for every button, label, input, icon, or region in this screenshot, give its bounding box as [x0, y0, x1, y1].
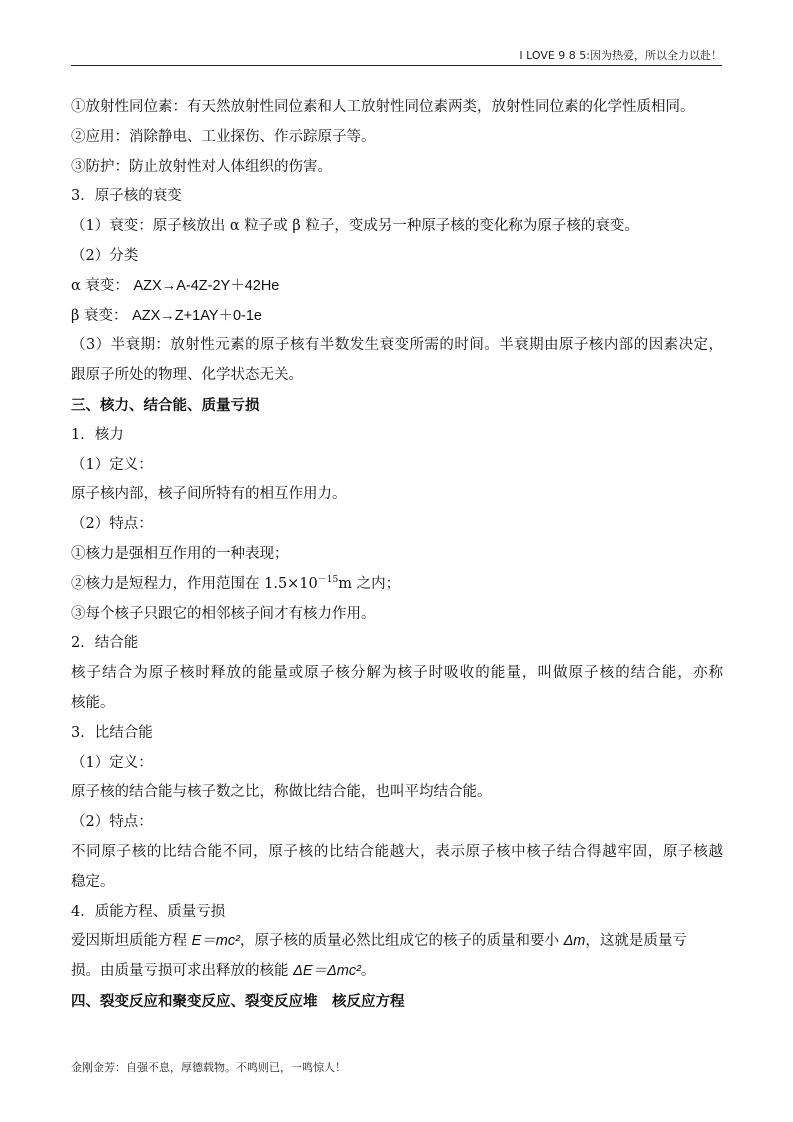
section-heading: 3．原子核的衰变 — [71, 188, 182, 205]
mass-energy-formula: E＝mc² — [191, 933, 240, 950]
text-line: 核子结合为原子核时释放的能量或原子核分解为核子时吸收的能量，叫做原子核的结合能，亦称 — [71, 665, 723, 682]
range-text-pre: ②核力是短程力，作用范围在 1.5×10 — [71, 575, 318, 592]
range-text-post: m 之内； — [338, 575, 401, 592]
mass-defect-symbol: Δm — [563, 933, 586, 950]
text-line: （2）特点： — [71, 814, 153, 831]
page-header — [71, 44, 722, 66]
text-line: （2）分类 — [71, 247, 139, 264]
page-footer: 金刚金芳：自强不息，厚德载物。不鸣则已，一鸣惊人！ — [71, 1061, 346, 1074]
beta-decay-formula: AZX→Z+1AY＋0-1e — [132, 307, 262, 324]
text-line: （1）定义： — [71, 754, 153, 771]
section-title: 三、核力、结合能、质量亏损 — [71, 396, 260, 414]
text-line: ③防护：防止放射性对人体组织的伤害。 — [71, 158, 332, 175]
beta-decay-equation — [71, 302, 723, 332]
alpha-decay-equation — [71, 272, 723, 302]
mass-energy-pre: 爱因斯坦质能方程 — [71, 933, 192, 950]
text-line: ①放射性同位素：有天然放射性同位素和人工放射性同位素两类，放射性同位素的化学性质相同。 — [71, 99, 695, 115]
nuclear-energy-formula: ΔE＝Δmc² — [293, 963, 361, 980]
alpha-decay-formula: AZX→A-4Z-2Y＋42He — [133, 277, 280, 294]
section-heading: 3．比结合能 — [71, 724, 153, 741]
section-title: 四、裂变反应和聚变反应、裂变反应堆 核反应方程 — [71, 992, 405, 1010]
nuclear-force-range-line — [71, 570, 723, 600]
mass-energy-line — [71, 927, 723, 957]
nuclear-energy-pre: 损。由质量亏损可求出释放的核能 — [71, 963, 294, 980]
text-line: （1）定义： — [71, 456, 153, 473]
header-motto: I LOVE 9 8 5:因为热爱，所以全力以赴！ — [519, 49, 722, 62]
beta-decay-label: β 衰变： — [71, 307, 128, 324]
section-heading: 1．核力 — [71, 426, 124, 443]
mass-energy-mid: ，原子核的质量必然比组成它的核子的质量和要小 — [239, 933, 564, 950]
document-body — [71, 93, 723, 1017]
text-line: （3）半衰期：放射性元素的原子核有半数发生衰变所需的时间。半衰期由原子核内部的因素决定， — [71, 337, 723, 354]
section-heading: 4．质能方程、质量亏损 — [71, 903, 226, 920]
section-heading: 2．结合能 — [71, 635, 139, 652]
mass-energy-post: ，这就是质量亏 — [585, 933, 687, 950]
text-line: ②应用：消除静电、工业探伤、作示踪原子等。 — [71, 128, 376, 145]
text-line: ①核力是强相互作用的一种表现； — [71, 545, 289, 562]
text-line: 稳定。 — [71, 873, 115, 890]
range-exponent: －15 — [317, 574, 339, 585]
text-line: 原子核的结合能与核子数之比，称做比结合能，也叫平均结合能。 — [71, 784, 492, 801]
alpha-decay-label: α 衰变： — [71, 277, 129, 294]
text-line: （2）特点： — [71, 516, 153, 533]
nuclear-energy-line — [71, 957, 723, 987]
text-line: ③每个核子只跟它的相邻核子间才有核力作用。 — [71, 605, 376, 622]
text-line: 不同原子核的比结合能不同，原子核的比结合能越大，表示原子核中核子结合得越牢固，原子核越 — [71, 843, 723, 860]
nuclear-energy-post: 。 — [360, 963, 376, 980]
text-line: （1）衰变：原子核放出 α 粒子或 β 粒子，变成另一种原子核的变化称为原子核的衰变。 — [71, 218, 639, 235]
text-line: 核能。 — [71, 694, 115, 711]
text-line: 跟原子所处的物理、化学状态无关。 — [71, 367, 303, 384]
text-line: 原子核内部，核子间所特有的相互作用力。 — [71, 486, 347, 503]
